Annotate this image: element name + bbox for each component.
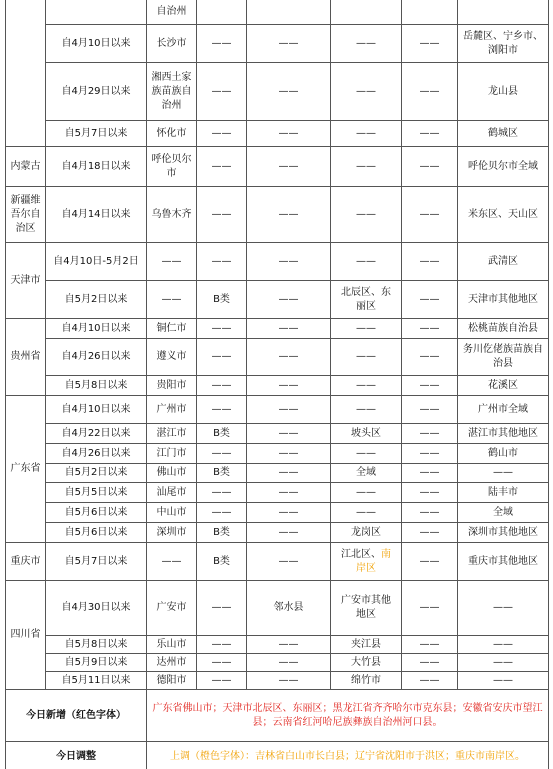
province-cell: 贵州省 <box>6 319 46 396</box>
cell: 呼伦贝尔市全域 <box>458 147 549 187</box>
cell: —— <box>331 187 402 243</box>
cell: 全域 <box>331 464 402 483</box>
province-cell: 新疆维吾尔自治区 <box>6 187 46 243</box>
table-row <box>6 121 549 147</box>
table-row <box>6 503 549 523</box>
cell: —— <box>331 483 402 503</box>
cell: —— <box>197 396 247 424</box>
cell: —— <box>247 444 331 464</box>
city-cell: 自治州 <box>147 0 197 25</box>
cell: 北辰区、东丽区 <box>331 281 402 319</box>
cell-text-adjusted: 南岸区 <box>356 548 391 574</box>
cell: —— <box>247 396 331 424</box>
table-row <box>6 672 549 690</box>
cell: —— <box>402 672 458 690</box>
table-row <box>6 187 549 243</box>
cell: —— <box>331 63 402 121</box>
cell: —— <box>402 483 458 503</box>
table-row <box>6 319 549 339</box>
cell: 龙山县 <box>458 63 549 121</box>
table-row <box>6 523 549 543</box>
table-row <box>6 396 549 424</box>
cell: —— <box>402 147 458 187</box>
city-cell: 怀化市 <box>147 121 197 147</box>
cell: —— <box>247 543 331 581</box>
table-row <box>6 25 549 63</box>
cell: 重庆市其他地区 <box>458 543 549 581</box>
cell: 岳麓区、宁乡市、浏阳市 <box>458 25 549 63</box>
cell: —— <box>197 503 247 523</box>
cell: —— <box>197 147 247 187</box>
city-cell: 贵阳市 <box>147 376 197 396</box>
cell <box>197 0 247 25</box>
cell: —— <box>402 319 458 339</box>
cell: —— <box>402 523 458 543</box>
cell: —— <box>247 523 331 543</box>
footer-row-adjust <box>6 742 549 769</box>
cell: B类 <box>197 424 247 444</box>
cell <box>458 0 549 25</box>
cell: —— <box>458 581 549 636</box>
date-cell <box>46 0 147 25</box>
table-row <box>6 339 549 376</box>
cell: —— <box>402 121 458 147</box>
table-row <box>6 281 549 319</box>
cell: —— <box>458 672 549 690</box>
new-additions-label: 今日新增（红色字体） <box>6 690 147 742</box>
city-cell: 遵义市 <box>147 339 197 376</box>
date-cell: 自4月10日以来 <box>46 319 147 339</box>
cell: —— <box>458 654 549 672</box>
table-row <box>6 636 549 654</box>
cell: —— <box>197 672 247 690</box>
city-cell: —— <box>147 243 197 281</box>
city-cell: 中山市 <box>147 503 197 523</box>
date-cell: 自4月29日以来 <box>46 63 147 121</box>
date-cell: 自4月14日以来 <box>46 187 147 243</box>
city-cell: 江门市 <box>147 444 197 464</box>
date-cell: 自5月2日以来 <box>46 281 147 319</box>
date-cell: 自5月6日以来 <box>46 503 147 523</box>
table-row <box>6 376 549 396</box>
city-cell: 呼伦贝尔市 <box>147 147 197 187</box>
cell: —— <box>197 376 247 396</box>
cell: —— <box>402 376 458 396</box>
city-cell: 乌鲁木齐 <box>147 187 197 243</box>
cell: —— <box>247 424 331 444</box>
date-cell: 自5月2日以来 <box>46 464 147 483</box>
cell: B类 <box>197 543 247 581</box>
cell: 广安市其他地区 <box>331 581 402 636</box>
province-cell: 广东省 <box>6 396 46 543</box>
cell: —— <box>247 147 331 187</box>
cell: 邻水县 <box>247 581 331 636</box>
cell: —— <box>197 339 247 376</box>
cell: —— <box>402 543 458 581</box>
cell: —— <box>197 243 247 281</box>
cell: —— <box>331 396 402 424</box>
table-row <box>6 147 549 187</box>
date-cell: 自4月10日以来 <box>46 396 147 424</box>
cell: —— <box>331 503 402 523</box>
cell: —— <box>331 376 402 396</box>
cell: 鹤城区 <box>458 121 549 147</box>
cell: —— <box>247 503 331 523</box>
city-cell: 德阳市 <box>147 672 197 690</box>
cell: 湛江市其他地区 <box>458 424 549 444</box>
cell: —— <box>402 503 458 523</box>
table-row <box>6 0 549 25</box>
date-cell: 自4月26日以来 <box>46 444 147 464</box>
cell: —— <box>197 63 247 121</box>
cell: —— <box>402 396 458 424</box>
date-cell: 自5月6日以来 <box>46 523 147 543</box>
cell: 大竹县 <box>331 654 402 672</box>
cell: 陆丰市 <box>458 483 549 503</box>
cell: —— <box>402 464 458 483</box>
cell: 松桃苗族自治县 <box>458 319 549 339</box>
adjustments-content: 上调（橙色字体）：吉林省白山市长白县；辽宁省沈阳市于洪区；重庆市南岸区。 <box>170 750 525 762</box>
cell: —— <box>402 444 458 464</box>
cell: 广州市全域 <box>458 396 549 424</box>
cell: 米东区、天山区 <box>458 187 549 243</box>
new-additions-text <box>147 690 549 742</box>
cell: —— <box>197 636 247 654</box>
cell: 全域 <box>458 503 549 523</box>
table-row <box>6 243 549 281</box>
cell: 夹江县 <box>331 636 402 654</box>
cell: —— <box>402 424 458 444</box>
cell: —— <box>331 444 402 464</box>
city-cell: 汕尾市 <box>147 483 197 503</box>
cell: —— <box>247 25 331 63</box>
cell: —— <box>247 672 331 690</box>
table-row <box>6 63 549 121</box>
cell: —— <box>331 319 402 339</box>
city-cell: 乐山市 <box>147 636 197 654</box>
adjustments-label: 今日调整 <box>6 742 147 769</box>
city-cell: 湘西土家族苗族自治州 <box>147 63 197 121</box>
cell: —— <box>197 319 247 339</box>
city-cell: 佛山市 <box>147 464 197 483</box>
city-cell: 铜仁市 <box>147 319 197 339</box>
cell <box>331 0 402 25</box>
date-cell: 自4月10日-5月2日 <box>46 243 147 281</box>
cell: —— <box>247 243 331 281</box>
cell: —— <box>197 654 247 672</box>
date-cell: 自5月7日以来 <box>46 121 147 147</box>
date-cell: 自5月11日以来 <box>46 672 147 690</box>
city-cell: 广安市 <box>147 581 197 636</box>
cell: 绵竹市 <box>331 672 402 690</box>
cell: 天津市其他地区 <box>458 281 549 319</box>
cell-text: 江北区、 <box>341 548 381 560</box>
cell: B类 <box>197 281 247 319</box>
cell: 花溪区 <box>458 376 549 396</box>
cell: —— <box>402 25 458 63</box>
province-cell: 重庆市 <box>6 543 46 581</box>
city-cell: 湛江市 <box>147 424 197 444</box>
cell: —— <box>331 339 402 376</box>
province-cell: 天津市 <box>6 243 46 319</box>
table-row <box>6 424 549 444</box>
cell: —— <box>331 147 402 187</box>
cell: —— <box>402 281 458 319</box>
table-row <box>6 444 549 464</box>
city-cell: —— <box>147 281 197 319</box>
city-cell: 达州市 <box>147 654 197 672</box>
province-cell <box>6 0 46 147</box>
city-cell: —— <box>147 543 197 581</box>
cell: 武清区 <box>458 243 549 281</box>
cell: —— <box>247 636 331 654</box>
date-cell: 自4月26日以来 <box>46 339 147 376</box>
cell: 龙岗区 <box>331 523 402 543</box>
cell <box>331 543 402 581</box>
cell: —— <box>197 581 247 636</box>
province-cell: 内蒙古 <box>6 147 46 187</box>
date-cell: 自4月10日以来 <box>46 25 147 63</box>
province-cell: 四川省 <box>6 581 46 690</box>
footer-row-new <box>6 690 549 742</box>
cell: —— <box>197 444 247 464</box>
cell: —— <box>402 243 458 281</box>
cell: —— <box>197 121 247 147</box>
cell: —— <box>331 25 402 63</box>
cell: —— <box>197 25 247 63</box>
city-cell: 深圳市 <box>147 523 197 543</box>
date-cell: 自4月30日以来 <box>46 581 147 636</box>
cell: —— <box>247 376 331 396</box>
table-row <box>6 464 549 483</box>
cell: —— <box>247 121 331 147</box>
cell: —— <box>247 281 331 319</box>
cell: —— <box>402 636 458 654</box>
date-cell: 自5月8日以来 <box>46 636 147 654</box>
cell: —— <box>247 187 331 243</box>
cell: —— <box>331 121 402 147</box>
policy-table <box>5 0 549 769</box>
table-row <box>6 543 549 581</box>
cell <box>402 0 458 25</box>
cell: 坡头区 <box>331 424 402 444</box>
date-cell: 自5月8日以来 <box>46 376 147 396</box>
date-cell: 自5月9日以来 <box>46 654 147 672</box>
date-cell: 自4月22日以来 <box>46 424 147 444</box>
date-cell: 自5月7日以来 <box>46 543 147 581</box>
table-row <box>6 654 549 672</box>
table-row <box>6 581 549 636</box>
new-additions-content: 广东省佛山市；天津市北辰区、东丽区；黑龙江省齐齐哈尔市克东县；安徽省安庆市望江县；云南省红河哈尼族彝族自治州河口县。 <box>152 702 543 728</box>
cell: —— <box>247 63 331 121</box>
cell: B类 <box>197 464 247 483</box>
cell: —— <box>402 339 458 376</box>
cell: 深圳市其他地区 <box>458 523 549 543</box>
cell: —— <box>247 464 331 483</box>
cell: —— <box>247 483 331 503</box>
cell: 务川仡佬族苗族自治县 <box>458 339 549 376</box>
date-cell: 自4月18日以来 <box>46 147 147 187</box>
cell: —— <box>402 187 458 243</box>
cell: —— <box>197 483 247 503</box>
cell: —— <box>402 654 458 672</box>
city-cell: 长沙市 <box>147 25 197 63</box>
cell: —— <box>458 636 549 654</box>
cell: —— <box>247 319 331 339</box>
cell: —— <box>331 243 402 281</box>
cell: 鹤山市 <box>458 444 549 464</box>
table-row <box>6 483 549 503</box>
cell: B类 <box>197 523 247 543</box>
cell <box>247 0 331 25</box>
cell: —— <box>402 63 458 121</box>
cell: —— <box>402 581 458 636</box>
cell: —— <box>458 464 549 483</box>
date-cell: 自5月5日以来 <box>46 483 147 503</box>
cell: —— <box>197 187 247 243</box>
city-cell: 广州市 <box>147 396 197 424</box>
cell: —— <box>247 654 331 672</box>
adjustments-text <box>147 742 549 769</box>
cell: —— <box>247 339 331 376</box>
